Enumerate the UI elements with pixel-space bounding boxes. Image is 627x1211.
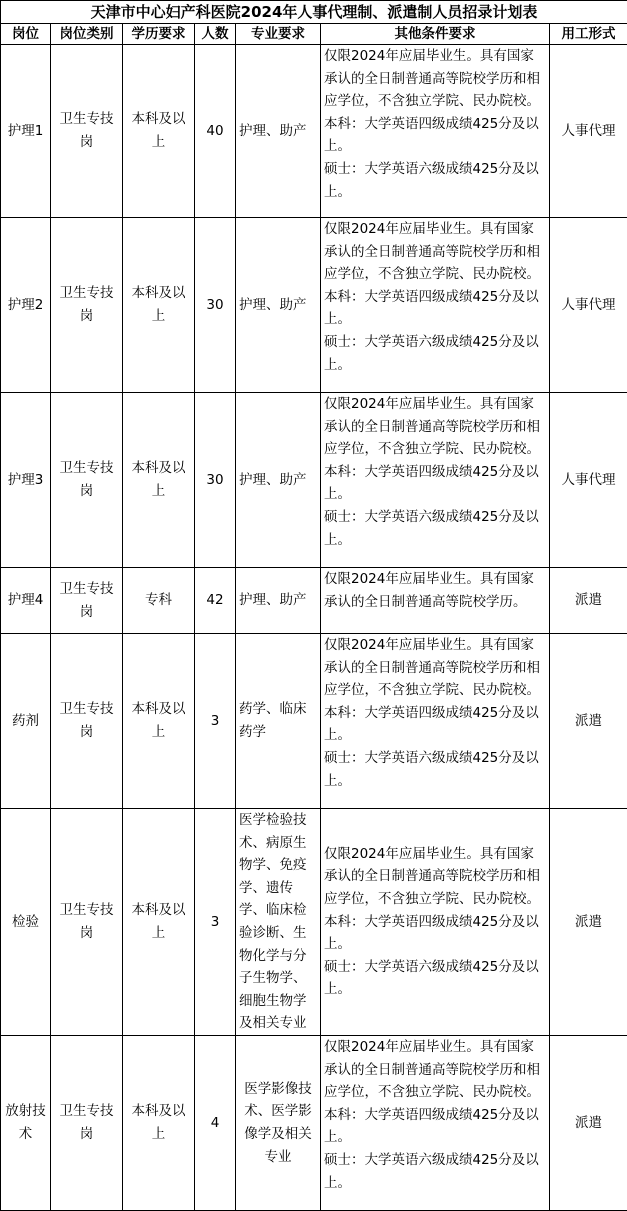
post-cell: 药剂 bbox=[1, 634, 51, 809]
employment-cell: 派遣 bbox=[550, 634, 627, 809]
other-line: 本科：大学英语四级成绩425分及以上。 bbox=[324, 1106, 539, 1146]
other-line: 仅限2024年应届毕业生。具有国家承认的全日制普通高等院校学历和相应学位，不含独立学院、民办院校。 bbox=[324, 845, 540, 908]
category-cell: 卫生专技岗 bbox=[51, 218, 123, 393]
other-line: 本科：大学英语四级成绩425分及以上。 bbox=[324, 913, 539, 953]
header-count: 人数 bbox=[195, 24, 236, 45]
other-line: 硕士：大学英语六级成绩425分及以上。 bbox=[324, 508, 539, 548]
education-cell: 本科及以上 bbox=[123, 218, 195, 393]
employment-cell: 人事代理 bbox=[550, 393, 627, 568]
other-line: 本科：大学英语四级成绩425分及以上。 bbox=[324, 463, 539, 503]
other-cell bbox=[321, 1035, 550, 1210]
category-cell: 卫生专技岗 bbox=[51, 809, 123, 1036]
major-cell: 护理、助产 bbox=[236, 568, 321, 634]
header-major: 专业要求 bbox=[236, 24, 321, 45]
other-line: 仅限2024年应届毕业生。具有国家承认的全日制普通高等院校学历和相应学位，不含独立学院、民办院校。 bbox=[324, 48, 540, 110]
other-cell bbox=[321, 45, 550, 218]
education-cell: 本科及以上 bbox=[123, 45, 195, 218]
other-line: 硕士：大学英语六级成绩425分及以上。 bbox=[324, 333, 539, 373]
other-line: 仅限2024年应届毕业生。具有国家承认的全日制普通高等院校学历。 bbox=[324, 571, 534, 610]
count-cell: 30 bbox=[195, 393, 236, 568]
employment-cell: 人事代理 bbox=[550, 45, 627, 218]
other-line: 仅限2024年应届毕业生。具有国家承认的全日制普通高等院校学历和相应学位，不含独立学院、民办院校。 bbox=[324, 221, 540, 283]
employment-cell: 派遣 bbox=[550, 809, 627, 1036]
count-cell: 40 bbox=[195, 45, 236, 218]
count-cell: 3 bbox=[195, 809, 236, 1036]
major-cell: 护理、助产 bbox=[236, 393, 321, 568]
other-line: 本科：大学英语四级成绩425分及以上。 bbox=[324, 115, 539, 155]
count-cell: 30 bbox=[195, 218, 236, 393]
education-cell: 本科及以上 bbox=[123, 634, 195, 809]
post-cell: 检验 bbox=[1, 809, 51, 1036]
major-cell: 护理、助产 bbox=[236, 218, 321, 393]
count-cell: 42 bbox=[195, 568, 236, 634]
education-cell: 本科及以上 bbox=[123, 1035, 195, 1210]
table-row bbox=[1, 1035, 627, 1210]
category-cell: 卫生专技岗 bbox=[51, 393, 123, 568]
other-line: 硕士：大学英语六级成绩425分及以上。 bbox=[324, 749, 539, 789]
education-cell: 本科及以上 bbox=[123, 809, 195, 1036]
table-row bbox=[1, 45, 627, 218]
major-cell: 护理、助产 bbox=[236, 45, 321, 218]
table-row bbox=[1, 218, 627, 393]
other-line: 仅限2024年应届毕业生。具有国家承认的全日制普通高等院校学历和相应学位，不含独立学院、民办院校。 bbox=[324, 637, 540, 699]
other-line: 硕士：大学英语六级成绩425分及以上。 bbox=[324, 958, 539, 998]
category-cell: 卫生专技岗 bbox=[51, 568, 123, 634]
employment-cell: 人事代理 bbox=[550, 218, 627, 393]
count-cell: 4 bbox=[195, 1035, 236, 1210]
header-other: 其他条件要求 bbox=[321, 24, 550, 45]
other-line: 硕士：大学英语六级成绩425分及以上。 bbox=[324, 160, 539, 200]
category-cell: 卫生专技岗 bbox=[51, 45, 123, 218]
other-line: 本科：大学英语四级成绩425分及以上。 bbox=[324, 704, 539, 744]
table-row bbox=[1, 634, 627, 809]
other-line: 仅限2024年应届毕业生。具有国家承认的全日制普通高等院校学历和相应学位，不含独立学院、民办院校。 bbox=[324, 396, 540, 458]
category-cell: 卫生专技岗 bbox=[51, 1035, 123, 1210]
post-cell: 放射技术 bbox=[1, 1035, 51, 1210]
other-cell bbox=[321, 568, 550, 634]
post-cell: 护理4 bbox=[1, 568, 51, 634]
header-employment: 用工形式 bbox=[550, 24, 627, 45]
other-cell bbox=[321, 809, 550, 1036]
other-cell bbox=[321, 634, 550, 809]
major-cell: 药学、临床药学 bbox=[236, 634, 321, 809]
other-line: 仅限2024年应届毕业生。具有国家承认的全日制普通高等院校学历和相应学位，不含独立学院、民办院校。 bbox=[324, 1038, 540, 1101]
table-row bbox=[1, 809, 627, 1036]
category-cell: 卫生专技岗 bbox=[51, 634, 123, 809]
count-cell: 3 bbox=[195, 634, 236, 809]
post-cell: 护理2 bbox=[1, 218, 51, 393]
other-cell bbox=[321, 218, 550, 393]
major-cell: 医学检验技术、病原生物学、免疫学、遗传学、临床检验诊断、生物化学与分子生物学、细胞生物学及相关专业 bbox=[236, 809, 321, 1036]
table-row bbox=[1, 393, 627, 568]
major-cell: 医学影像技术、医学影像学及相关专业 bbox=[236, 1035, 321, 1210]
employment-cell: 派遣 bbox=[550, 568, 627, 634]
other-line: 本科：大学英语四级成绩425分及以上。 bbox=[324, 288, 539, 328]
other-cell bbox=[321, 393, 550, 568]
header-row bbox=[1, 24, 627, 45]
header-post: 岗位 bbox=[1, 24, 51, 45]
education-cell: 本科及以上 bbox=[123, 393, 195, 568]
post-cell: 护理1 bbox=[1, 45, 51, 218]
table-row bbox=[1, 568, 627, 634]
other-line: 硕士：大学英语六级成绩425分及以上。 bbox=[324, 1151, 539, 1191]
header-category: 岗位类别 bbox=[51, 24, 123, 45]
education-cell: 专科 bbox=[123, 568, 195, 634]
employment-cell: 派遣 bbox=[550, 1035, 627, 1210]
table-title: 天津市中心妇产科医院2024年人事代理制、派遣制人员招录计划表 bbox=[1, 1, 627, 24]
post-cell: 护理3 bbox=[1, 393, 51, 568]
header-education: 学历要求 bbox=[123, 24, 195, 45]
